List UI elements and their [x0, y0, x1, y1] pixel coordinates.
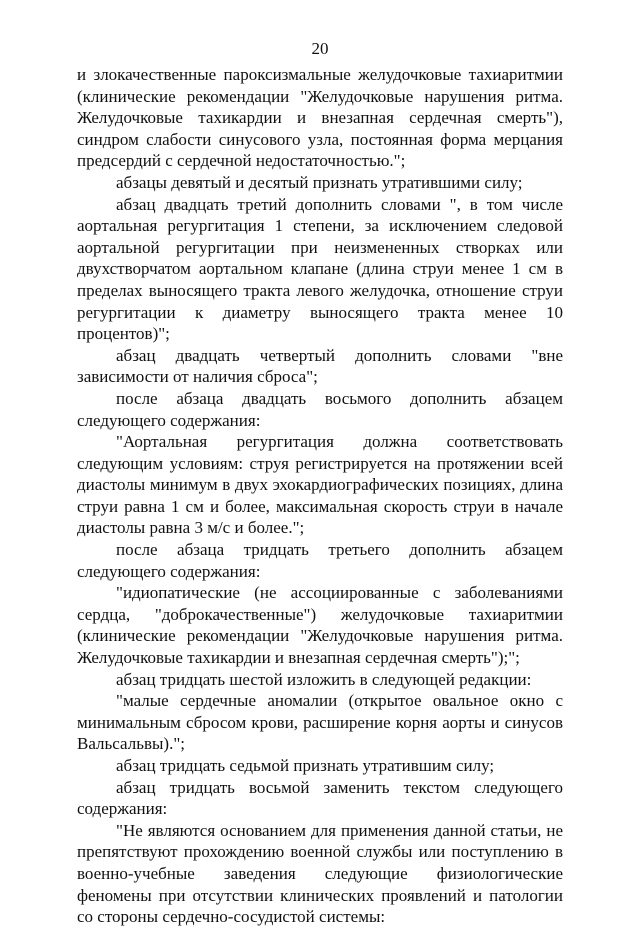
paragraph: "Аортальная регургитация должна соответствовать следующим условиям: струя регистрируется на протяжении всей диастолы минимум в двух эхокардиографических позициях, длина струи равна 1 см и более, максимальная скорость струи в начале диастолы равна 3 м/с и более."; [77, 432, 563, 538]
paragraph: "малые сердечные аномалии (открытое овальное окно с минимальным сбросом крови, расширение корня аорты и синусов Вальсальвы)."; [77, 691, 563, 754]
paragraph: после абзаца тридцать третьего дополнить абзацем следующего содержания: [77, 540, 563, 581]
paragraph: абзац двадцать четвертый дополнить словами "вне зависимости от наличия сброса"; [77, 345, 563, 387]
paragraph: абзац тридцать седьмой признать утратившим силу; [116, 756, 495, 775]
page-number: 20 [311, 39, 329, 58]
paragraph: абзац тридцать шестой изложить в следующей редакции: [116, 669, 532, 689]
paragraph: "Не являются основанием для применения данной статьи, не препятствуют прохождению военной службы или поступлению в военно-учебные заведения следующие физиологические феномены при отсутствии клинических проявлений и патологии со стороны сердечно-сосудистой системы: [77, 820, 563, 927]
paragraph: абзацы девятый и десятый признать утратившими силу; [116, 172, 523, 192]
paragraph: абзац тридцать восьмой заменить текстом следующего содержания: [77, 777, 563, 819]
paragraph: "идиопатические (не ассоциированные с заболеваниями сердца, "доброкачественные") желудочковые тахиаритмии (клинические рекомендации "Желудочковые нарушения ритма. Желудочковые тахикардии и внезапная сердечная смерть");"; [77, 583, 563, 668]
paragraph: абзац двадцать третий дополнить словами ", в том числе аортальная регургитация 1 степени, за исключением следовой аортальной регургитации при неизмененных створках или двухстворчатом аортальном клапане (длина струи менее 1 см в пределах выносящего тракта левого желудочка, отношение струи регургитации к диаметру выносящего тракта менее 10 процентов)"; [77, 194, 563, 344]
paragraph: и злокачественные пароксизмальные желудочковые тахиаритмии (клинические рекомендации "Желудочковые нарушения ритма. Желудочковые тахикардии и внезапная сердечная смерть"), синдром слабости синусового узла, постоянная форма мерцания предсердий с сердечной недостаточностью."; [77, 65, 563, 171]
paragraph: после абзаца двадцать восьмого дополнить абзацем следующего содержания: [77, 388, 563, 430]
document-body [77, 64, 563, 928]
